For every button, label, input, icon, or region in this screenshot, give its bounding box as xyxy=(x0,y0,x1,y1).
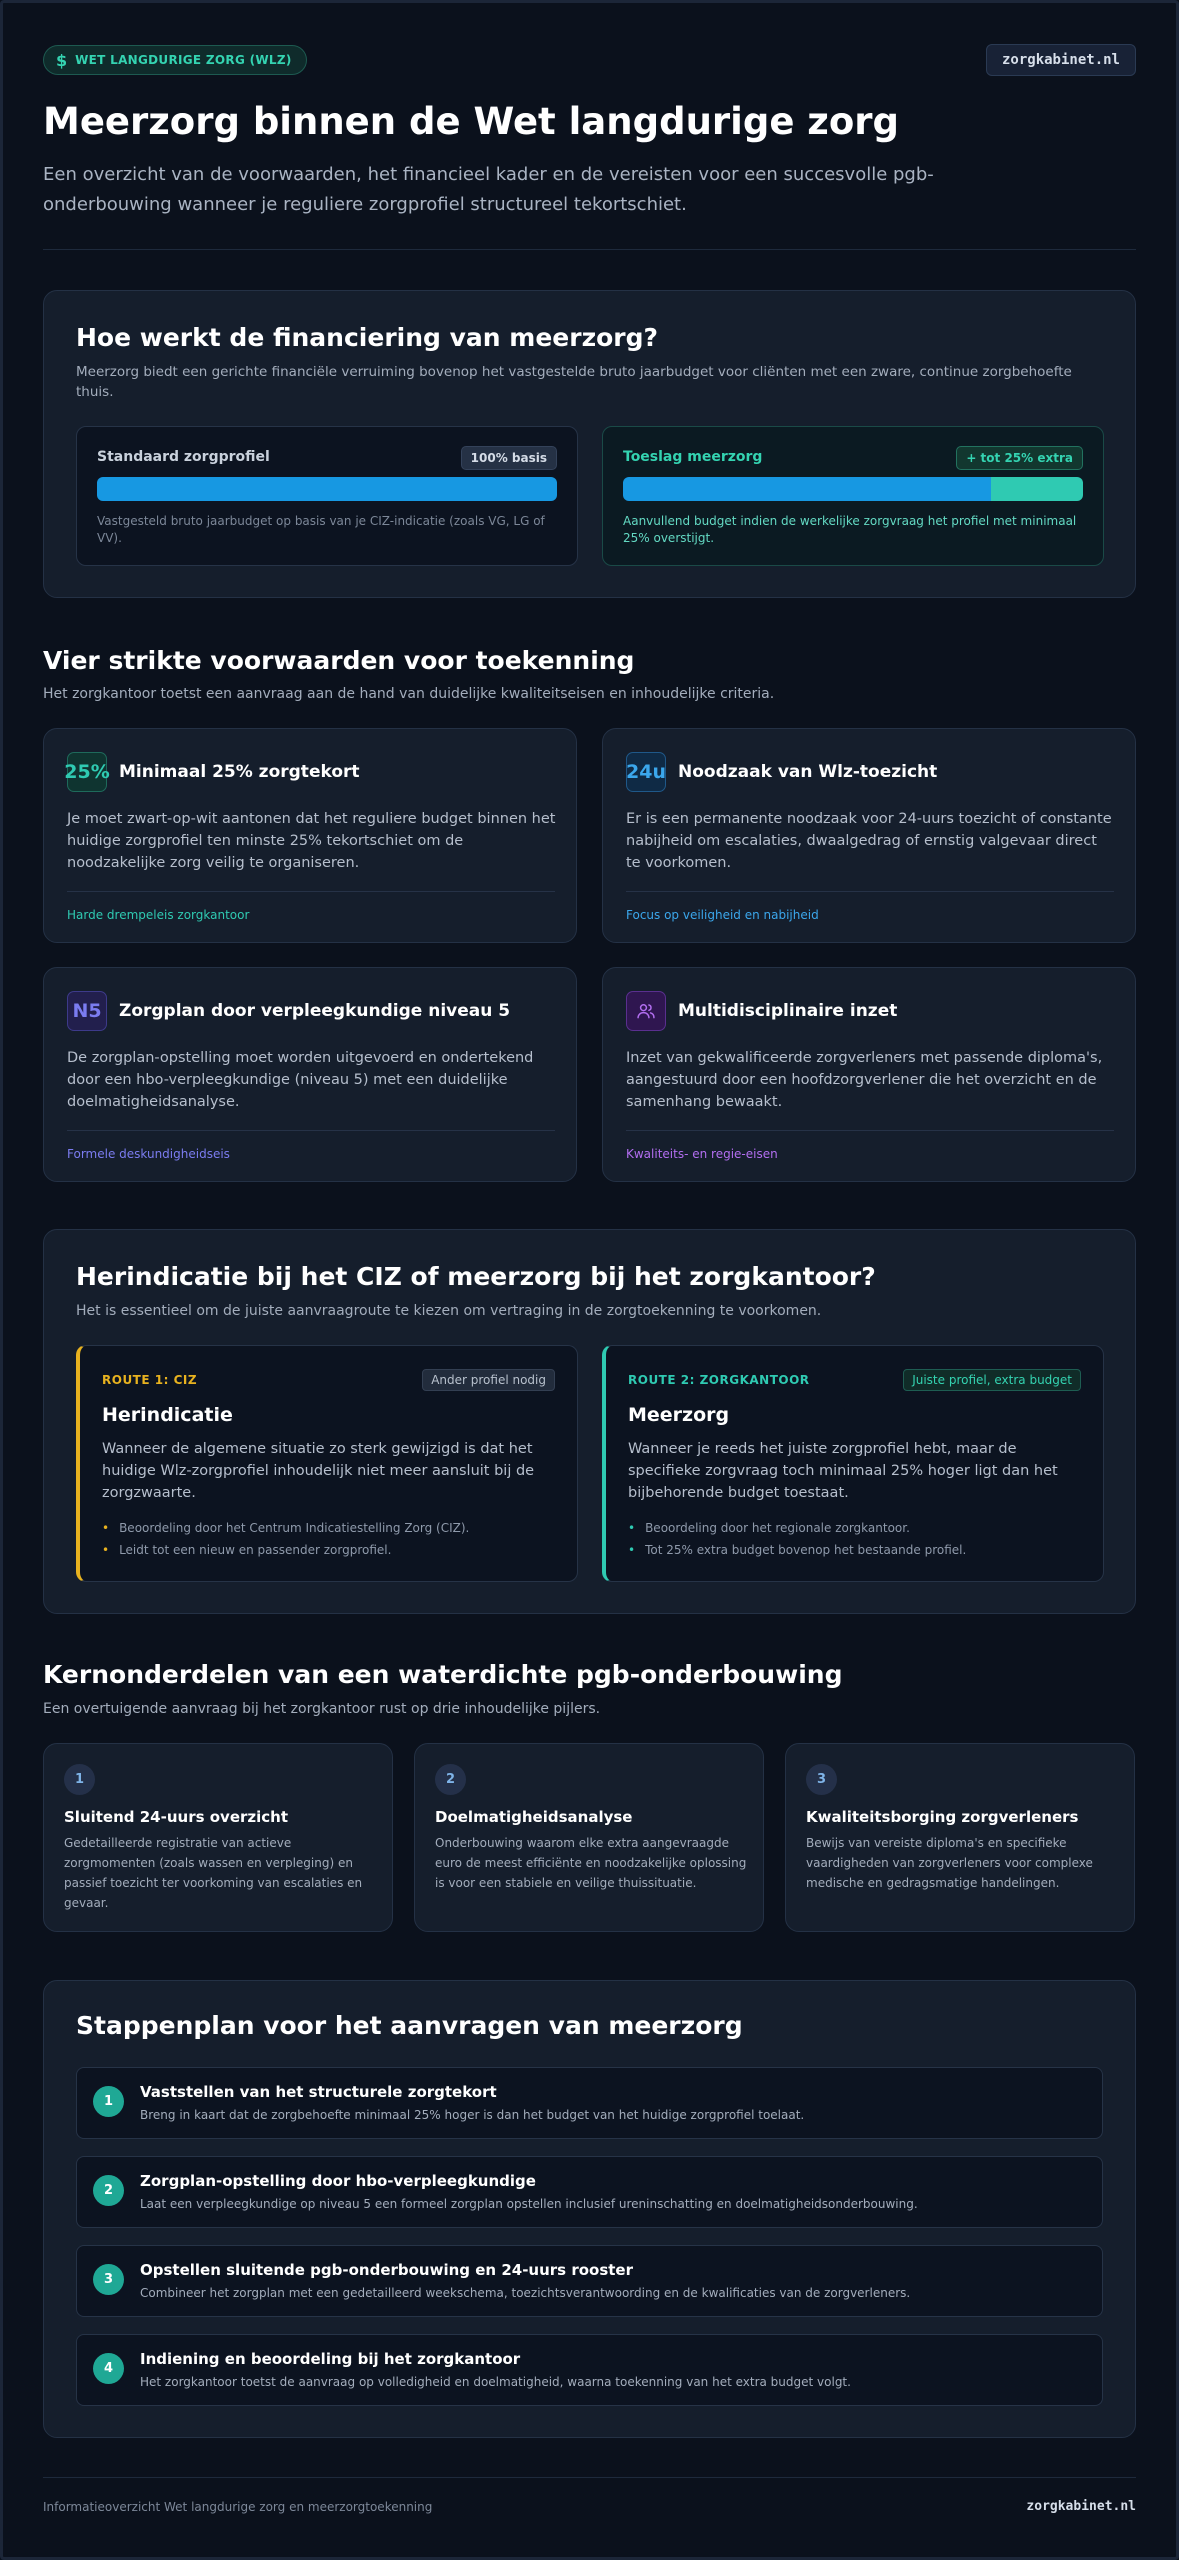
step-number: 1 xyxy=(93,2086,124,2117)
surcharge-badge: + tot 25% extra xyxy=(956,446,1083,470)
pillars-subtitle: Een overtuigende aanvraag bij het zorgkantoor rust op drie inhoudelijke pijlers. xyxy=(43,1701,601,1717)
surcharge-label: Toeslag meerzorg xyxy=(623,449,763,465)
surcharge-extra-fill xyxy=(991,477,1083,501)
surcharge-base-fill xyxy=(623,477,991,501)
pillar-card xyxy=(785,1743,1135,1932)
pillar-title: Sluitend 24-uurs overzicht xyxy=(64,1808,289,1826)
pillar-desc: Bewijs van vereiste diploma's en specifieke vaardigheden van zorgverleners voor complexe medische en gedragsmatige handelingen. xyxy=(806,1836,1093,1890)
clock-24h-icon: 24u xyxy=(626,752,666,792)
percentage-icon: 25% xyxy=(67,752,107,792)
route-bullet: • Leidt tot een nieuw en passender zorgprofiel. xyxy=(102,1543,392,1557)
footer-divider xyxy=(43,2477,1136,2478)
condition-desc: Je moet zwart-op-wit aantonen dat het reguliere budget binnen het huidige zorgprofiel ten minste 25% tekortschiet om de noodzakelijke zorg veilig te organiseren. xyxy=(67,811,556,871)
condition-title: Multidisciplinaire inzet xyxy=(678,1001,898,1021)
route-label: ROUTE 1: CIZ xyxy=(102,1373,198,1387)
top-bar xyxy=(43,44,1136,76)
pillar-desc: Gedetailleerde registratie van actieve zorgmomenten (zoals wassen en verpleging) en passief toezicht ter voorkoming van escalaties en gevaar. xyxy=(64,1836,363,1910)
step-item xyxy=(76,2245,1103,2317)
footer-text: Informatieoverzicht Wet langdurige zorg en meerzorgtoekenning xyxy=(43,2500,433,2514)
standard-profile-badge: 100% basis xyxy=(461,446,557,470)
page-lead: Een overzicht van de voorwaarden, het financieel kader en de vereisten voor een succesvolle pgb-onderbouwing wanneer je reguliere zorgprofiel structureel tekortschiet. xyxy=(43,164,934,215)
step-desc: Laat een verpleegkundige op niveau 5 een formeel zorgplan opstellen inclusief ureninschatting en doelmatigheidsonderbouwing. xyxy=(140,2197,918,2211)
condition-tag: Formele deskundigheidseis xyxy=(67,1147,230,1161)
condition-divider xyxy=(626,891,1114,892)
route-bullet: • Beoordeling door het Centrum Indicatiestelling Zorg (CIZ). xyxy=(102,1521,470,1535)
pillars-title: Kernonderdelen van een waterdichte pgb-onderbouwing xyxy=(43,1660,843,1689)
condition-divider xyxy=(67,891,555,892)
condition-tag: Kwaliteits- en regie-eisen xyxy=(626,1147,778,1161)
standard-budget-fill xyxy=(97,477,557,501)
header-divider xyxy=(43,249,1136,250)
condition-title: Noodzaak van Wlz-toezicht xyxy=(678,762,938,782)
step-title: Zorgplan-opstelling door hbo-verpleegkundige xyxy=(140,2172,536,2190)
step-title: Indiening en beoordeling bij het zorgkantoor xyxy=(140,2350,521,2368)
condition-title: Minimaal 25% zorgtekort xyxy=(119,762,360,782)
routes-subtitle: Het is essentieel om de juiste aanvraagroute te kiezen om vertraging in de zorgtoekenning te voorkomen. xyxy=(76,1303,822,1319)
standard-profile-note: Vastgesteld bruto jaarbudget op basis van je CIZ-indicatie (zoals VG, LG of VV). xyxy=(97,514,545,545)
step-desc: Het zorgkantoor toetst de aanvraag op volledigheid en doelmatigheid, waarna toekenning van het extra budget volgt. xyxy=(140,2375,851,2389)
pillar-card xyxy=(414,1743,764,1932)
steps-card xyxy=(43,1980,1136,2438)
meerzorg-surcharge-box xyxy=(602,426,1104,566)
step-number: 2 xyxy=(93,2175,124,2206)
step-number: 4 xyxy=(93,2353,124,2384)
route-desc: Wanneer je reeds het juiste zorgprofiel hebt, maar de specifieke zorgvraag toch minimaal 25% hoger ligt dan het bijbehorende budget toestaat. xyxy=(628,1441,1058,1501)
step-title: Opstellen sluitende pgb-onderbouwing en 24-uurs rooster xyxy=(140,2261,634,2279)
step-desc: Combineer het zorgplan met een gedetailleerd weekschema, toezichtsverantwoording en de kwalificaties van de zorgverleners. xyxy=(140,2286,911,2300)
condition-divider xyxy=(626,1130,1114,1131)
domain-link[interactable]: zorgkabinet.nl xyxy=(986,44,1136,76)
condition-card-care-plan xyxy=(43,967,577,1182)
routes-title: Herindicatie bij het CIZ of meerzorg bij het zorgkantoor? xyxy=(76,1262,876,1291)
steps-title: Stappenplan voor het aanvragen van meerzorg xyxy=(76,2011,743,2040)
condition-title: Zorgplan door verpleegkundige niveau 5 xyxy=(119,1001,511,1021)
route-zorgkantoor xyxy=(602,1345,1104,1582)
footer-domain-link[interactable]: zorgkabinet.nl xyxy=(1026,2499,1136,2514)
route-badge: Ander profiel nodig xyxy=(422,1369,555,1391)
step-item xyxy=(76,2156,1103,2228)
route-ciz xyxy=(76,1345,578,1582)
page-title: Meerzorg binnen de Wet langdurige zorg xyxy=(43,100,899,143)
pillar-title: Doelmatigheidsanalyse xyxy=(435,1808,633,1826)
financing-subtitle: Meerzorg biedt een gerichte financiële verruiming bovenop het vastgestelde bruto jaarbudget voor cliënten met een zware, continue zorgbehoefte thuis. xyxy=(76,364,1072,400)
route-label: ROUTE 2: ZORGKANTOOR xyxy=(628,1373,810,1387)
financing-title: Hoe werkt de financiering van meerzorg? xyxy=(76,323,659,352)
category-pill xyxy=(43,45,307,75)
step-desc: Breng in kaart dat de zorgbehoefte minimaal 25% hoger is dan het budget van het huidige zorgprofiel toelaat. xyxy=(140,2108,805,2122)
conditions-title: Vier strikte voorwaarden voor toekenning xyxy=(43,646,635,675)
dollar-icon: $ xyxy=(56,50,68,70)
pillar-title: Kwaliteitsborging zorgverleners xyxy=(806,1808,1079,1826)
pillar-number: 2 xyxy=(435,1764,466,1795)
surcharge-budget-bar xyxy=(623,477,1083,501)
condition-card-shortfall xyxy=(43,728,577,943)
step-title: Vaststellen van het structurele zorgtekort xyxy=(140,2083,497,2101)
pillar-number: 1 xyxy=(64,1764,95,1795)
condition-desc: Er is een permanente noodzaak voor 24-uurs toezicht of constante nabijheid om escalaties, dwaalgedrag of ernstig valgevaar direct te voorkomen. xyxy=(626,811,1112,871)
route-desc: Wanneer de algemene situatie zo sterk gewijzigd is dat het huidige Wlz-zorgprofiel inhoudelijk niet meer aansluit bij de zorgzwaarte. xyxy=(102,1441,535,1501)
route-bullet: • Tot 25% extra budget bovenop het bestaande profiel. xyxy=(628,1543,967,1557)
route-badge: Juiste profiel, extra budget xyxy=(903,1369,1081,1391)
standard-profile-box xyxy=(76,426,578,566)
pillar-number: 3 xyxy=(806,1764,837,1795)
financing-card xyxy=(43,290,1136,598)
condition-card-multidisciplinary xyxy=(602,967,1136,1182)
condition-desc: Inzet van gekwalificeerde zorgverleners met passende diploma's, aangestuurd door een hoofdzorgverlener die het overzicht en de samenhang bewaakt. xyxy=(626,1050,1103,1110)
condition-tag: Focus op veiligheid en nabijheid xyxy=(626,908,819,922)
step-item xyxy=(76,2067,1103,2139)
condition-divider xyxy=(67,1130,555,1131)
route-title: Meerzorg xyxy=(628,1404,730,1426)
step-number: 3 xyxy=(93,2264,124,2295)
routes-card xyxy=(43,1229,1136,1614)
condition-tag: Harde drempeleis zorgkantoor xyxy=(67,908,250,922)
condition-card-supervision xyxy=(602,728,1136,943)
category-label: WET LANGDURIGE ZORG (WLZ) xyxy=(75,53,292,67)
pillar-card xyxy=(43,1743,393,1932)
route-title: Herindicatie xyxy=(102,1404,233,1426)
conditions-subtitle: Het zorgkantoor toetst een aanvraag aan de hand van duidelijke kwaliteitseisen en inhoudelijke criteria. xyxy=(43,686,775,702)
users-icon xyxy=(626,991,666,1031)
nurse-level-icon: N5 xyxy=(67,991,107,1031)
standard-profile-label: Standaard zorgprofiel xyxy=(97,449,270,465)
step-item xyxy=(76,2334,1103,2406)
surcharge-note: Aanvullend budget indien de werkelijke zorgvraag het profiel met minimaal 25% overstijgt. xyxy=(623,514,1077,545)
condition-desc: De zorgplan-opstelling moet worden uitgevoerd en ondertekend door een hbo-verpleegkundige (niveau 5) met een duidelijke doelmatigheidsanalyse. xyxy=(67,1050,534,1110)
route-bullet: • Beoordeling door het regionale zorgkantoor. xyxy=(628,1521,910,1535)
pillar-desc: Onderbouwing waarom elke extra aangevraagde euro de meest efficiënte en noodzakelijke oplossing is voor een stabiele en veilige thuissituatie. xyxy=(435,1836,747,1890)
standard-budget-bar xyxy=(97,477,557,501)
